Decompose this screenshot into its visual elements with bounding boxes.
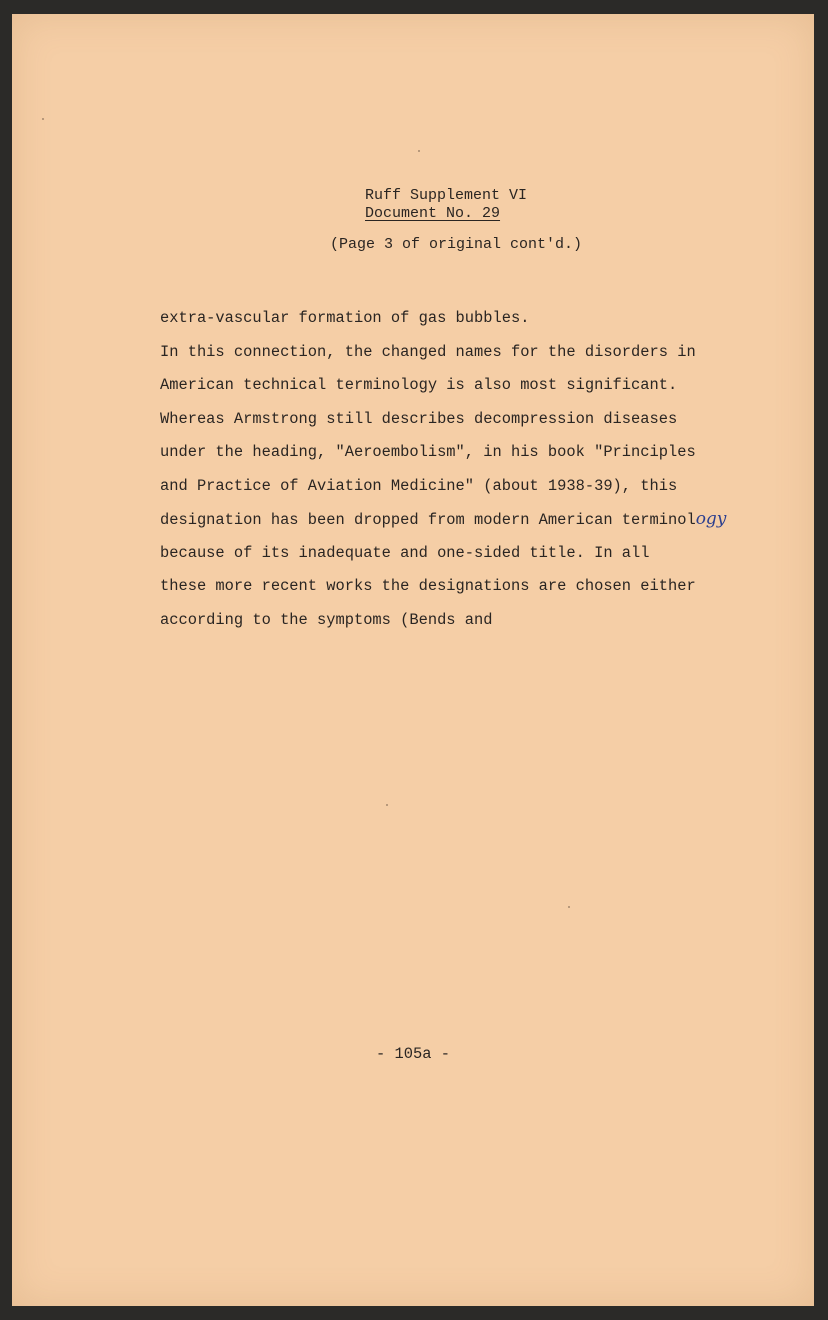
text-line: extra-vascular formation of gas bubbles. <box>160 309 530 327</box>
body-text <box>160 302 726 637</box>
text-line: American technical terminology is also most significant. <box>160 376 678 394</box>
paper-speck <box>386 804 388 806</box>
text-line: because of its inadequate and one-sided title. In all <box>160 543 650 562</box>
text-line: and Practice of Aviation Medicine" (about 1938-39), this <box>160 476 678 495</box>
document-page <box>12 14 814 1306</box>
supplement-title: Ruff Supplement VI <box>365 187 528 204</box>
handwritten-correction: ogy <box>695 509 727 529</box>
text-line: these more recent works the designations are chosen either <box>160 577 696 595</box>
paper-speck <box>418 150 420 152</box>
text-line-with-correction <box>160 503 726 537</box>
text-line: under the heading, "Aeroembolism", in his book "Principles <box>160 443 696 461</box>
document-heading <box>365 187 528 223</box>
page-reference: (Page 3 of original cont'd.) <box>330 236 583 253</box>
text-line: Whereas Armstrong still describes decompression diseases <box>160 409 678 428</box>
page-number: - 105a - <box>376 1045 450 1063</box>
text-line: according to the symptoms (Bends and <box>160 610 493 629</box>
paper-speck <box>568 906 570 908</box>
typed-text: designation has been dropped from modern American terminol <box>160 511 696 529</box>
text-line: In this connection, the changed names for the disorders in <box>160 342 696 361</box>
paper-speck <box>42 118 44 120</box>
document-number: Document No. 29 <box>365 205 501 222</box>
